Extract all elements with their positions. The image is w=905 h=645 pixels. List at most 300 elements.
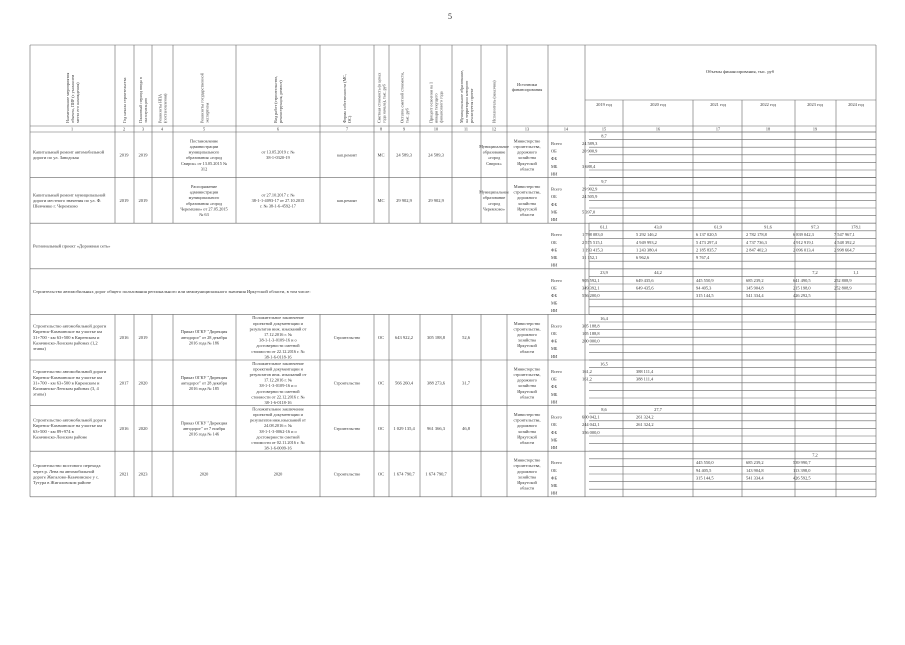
header-c10: финансового года: [438, 91, 444, 123]
object2-2-expertise: 38-1-1-3-0109-16 и о: [259, 383, 297, 389]
header-financing: Объемы финансирования, тыс. руб: [705, 69, 775, 74]
object2-1-exec: строительства,: [513, 326, 541, 332]
header-c7: Форма собственности (МС,: [342, 73, 348, 123]
regional-source: ОБ: [551, 239, 557, 245]
object-1-mo: Свирск»: [486, 160, 502, 166]
regional-value: 6 137 020,5: [696, 232, 717, 238]
construction-value: 215 198,0: [793, 285, 811, 291]
object2-3-expertise: Положительное заключение: [252, 406, 304, 412]
object2-2-rest: 388 273,6: [427, 380, 445, 386]
object2-3-source: МБ: [551, 437, 558, 443]
object2-1-name: 31+700 - км 63+500 в Киренском и: [33, 334, 100, 340]
regional-value: 4 548 392,2: [834, 239, 855, 245]
object2-4-source: МБ: [551, 483, 558, 488]
object-2-source: Всего: [551, 186, 562, 192]
object-2-end: 2019: [138, 198, 148, 203]
object2-1-name: Строительство автомобильной дороги: [33, 323, 107, 329]
header-c4: (постановления): [162, 93, 168, 123]
header-c13: финансирования: [511, 87, 543, 92]
object2-2-expertise: Положительное заключение: [252, 360, 304, 366]
object2-1-pct-total: 52,6: [462, 334, 470, 340]
construction-source: Всего: [551, 277, 562, 283]
object-1-pct: 8,7: [601, 133, 607, 139]
col-number: 3: [141, 126, 145, 132]
object2-3-source: ОБ: [551, 422, 557, 428]
object2-4-value: 539 990,7: [793, 460, 811, 466]
object2-1-pct: 16,4: [600, 315, 608, 321]
object-1-source: ИИ: [551, 171, 558, 177]
regional-value: 2 782 178,8: [746, 232, 767, 238]
header-c12: Исполнитель (заказчик): [491, 80, 497, 123]
object2-2-source: МБ: [551, 391, 558, 397]
object2-3-name: Казачинско-Ленском районе: [33, 434, 88, 440]
header-c11: на территории которого: [464, 80, 469, 123]
header-c9: тыс. руб: [404, 108, 410, 123]
construction-pct: 23,9: [600, 270, 608, 276]
regional-value: 1 193 415,3: [582, 247, 603, 253]
object-2-npa: Распоряжение: [190, 184, 218, 189]
regional-value: 5 473 297,4: [696, 239, 717, 245]
regional-value: 2 185 835,7: [696, 247, 717, 253]
object-1-end: 2019: [138, 152, 148, 158]
regional-value: 1 798 083,0: [582, 232, 603, 238]
regional-value: 5 292 146,2: [636, 232, 657, 238]
header-c5: экспертизы: [204, 102, 210, 123]
header-c1: Наименование мероприятия: [65, 72, 71, 123]
object2-2-value: 388 111,4: [636, 376, 654, 382]
object2-3-pct-total: 46,8: [462, 426, 470, 431]
construction-pct: 1,1: [853, 270, 859, 276]
object2-2-expertise: 38-1-6-0118-16: [264, 400, 292, 405]
object2-4-value: 541 334,4: [746, 475, 764, 481]
object2-3-pct: 27,7: [654, 407, 662, 412]
object2-3-expertise: 38-1-1-3-0062-16 и о: [259, 428, 297, 434]
object-2-exec: дорожного: [517, 195, 537, 201]
object2-4-exec: Министерство: [513, 457, 541, 463]
construction-value: 541 334,4: [746, 293, 764, 298]
object2-2-exec: Иркутской: [517, 388, 537, 394]
object-2-value: 5 397,0: [582, 209, 596, 215]
object2-2-name: Строительство автомобильной дороги: [33, 369, 107, 375]
object2-2-value: 161,2: [582, 376, 592, 382]
object2-3-value: 600 042,1: [582, 414, 600, 420]
object2-3-start: 2016: [119, 426, 129, 431]
object2-4-source: ФБ: [551, 475, 557, 481]
object2-1-expertise: 17.12.2016 г. №: [264, 332, 292, 337]
header-c6: реконструкция, ремонт): [277, 80, 283, 123]
object2-3-name: Строительство автомобильной дороги: [33, 417, 107, 423]
regional-source: ИИ: [551, 262, 558, 268]
object2-4-source: ОБ: [551, 467, 557, 473]
object-1-mo: «город: [487, 155, 501, 161]
col-number: 2: [122, 126, 126, 132]
object-1-value: 3 688,4: [582, 163, 596, 169]
col-number: 1: [70, 126, 74, 132]
object2-4-npa: 2020: [199, 471, 209, 477]
object2-1-npa: 2016 года № 186: [188, 340, 220, 346]
object-1-exec: хозяйства: [518, 155, 536, 161]
col-number: 12: [491, 126, 497, 132]
object-2-pct: 9,7: [601, 179, 607, 184]
regional-pct: 91,6: [764, 224, 772, 230]
object2-1-cost: 643 922,2: [395, 334, 413, 340]
object2-3-npa: 2016 года № 146: [188, 431, 220, 437]
object-2-work: кап.ремонт: [337, 198, 357, 203]
object-2-mo: образование: [482, 195, 506, 201]
object-1-exec: Иркутской: [517, 160, 537, 166]
object2-2-source: ИИ: [551, 399, 558, 405]
object2-2-start: 2017: [119, 380, 129, 386]
header-year: 2019 год: [596, 102, 612, 107]
object-1-source: МБ: [551, 163, 558, 169]
object-1-source: ОБ: [551, 148, 557, 154]
construction-value: 426 292,5: [793, 293, 811, 298]
object-1-own: МС: [377, 152, 385, 158]
object-2-exec: строительства,: [513, 189, 541, 195]
object2-2-value: 161,2: [582, 369, 592, 374]
header-c7: ОС): [346, 115, 352, 123]
object2-3-source: ИИ: [551, 445, 558, 450]
regional-pct: 97,3: [811, 224, 819, 230]
object-2-npa: администрации: [189, 189, 219, 195]
construction-value: 94 405,3: [696, 285, 712, 291]
object-1-cost: 24 589,3: [396, 152, 412, 158]
object2-4-exec: области: [519, 485, 535, 491]
construction-value: 252 808,9: [834, 277, 852, 283]
object2-4-exec: строительства,: [513, 463, 541, 469]
header-c3: Плановый период ввода в: [138, 77, 144, 123]
construction-value: 649 435,6: [636, 285, 654, 291]
object2-1-expertise: проектной документации и: [253, 320, 303, 326]
regional-value: 31 152,1: [582, 255, 598, 260]
object2-3-exec: хозяйства: [518, 428, 536, 434]
object2-4-exec: хозяйства: [518, 474, 536, 480]
object2-1-work: Строительство: [333, 334, 361, 340]
col-number: 17: [715, 126, 721, 132]
regional-value: 4 949 993,2: [636, 239, 657, 245]
object2-2-name: 31+700 - км 63+500 в Киренском и: [33, 380, 100, 386]
construction-value: 252 808,9: [834, 285, 852, 291]
regional-value: 2 847 402,3: [746, 247, 767, 253]
col-number: 5: [202, 126, 206, 132]
object-1-exec: дорожного: [517, 149, 537, 155]
object-2-mo: Черемхово»: [483, 206, 505, 212]
col-number: 18: [765, 126, 771, 132]
construction-value: 641 490,5: [793, 277, 811, 283]
construction-source: МБ: [551, 300, 558, 306]
object2-4-end: 2023: [138, 471, 148, 477]
object2-2-name: Казачинско-Ленском районах (3, 4: [33, 386, 99, 391]
object2-1-source: МБ: [551, 346, 558, 352]
object2-4-start: 2021: [119, 471, 129, 477]
regional-value: 4 737 736,3: [746, 239, 767, 245]
object2-2-exec: строительства,: [513, 372, 541, 377]
object2-1-expertise: достоверности сметной: [256, 343, 300, 349]
object2-4-source: Всего: [551, 460, 562, 466]
object2-3-value: 356 000,0: [582, 429, 600, 435]
object2-3-end: 2020: [138, 426, 148, 431]
object2-1-expertise: стоимости от 22.12.2016 г. №: [251, 348, 305, 354]
object-1-npa: муниципального: [188, 149, 220, 155]
construction-value: 649 435,6: [636, 277, 654, 283]
regional-value: 1 243 380,4: [636, 247, 657, 253]
object2-1-exec: Министерство: [513, 320, 541, 326]
object-2-npa: № 63: [199, 212, 209, 217]
object2-4-expertise: 2020: [273, 471, 283, 477]
col-number: 9: [402, 126, 406, 132]
object-2-npa: Черемхово» от 27.05.2015: [180, 206, 228, 212]
object2-1-name: этапы): [33, 346, 46, 351]
regional-value: 2 575 515,1: [582, 239, 603, 245]
object2-1-source: ОБ: [551, 331, 557, 336]
object2-3-value: 261 324,2: [636, 422, 654, 428]
construction-value: 445 550,9: [696, 277, 714, 283]
object2-1-exec: дорожного: [517, 332, 537, 337]
object2-2-exec: Министерство: [513, 366, 541, 372]
object2-3-npa: Приказ ОГКУ "Дирекция: [180, 420, 228, 426]
object2-4-value: 94 405,5: [696, 467, 712, 473]
object-2-name: Капитальный ремонт муниципальной: [33, 192, 106, 198]
object2-4-exec: Иркутской: [517, 480, 537, 485]
object2-2-cost: 566 260,4: [395, 380, 413, 386]
object2-3-expertise: достоверности сметной: [256, 434, 300, 440]
object2-1-value: 200 000,0: [582, 338, 600, 344]
header-year: 2022 год: [760, 102, 776, 107]
object2-3-work: Строительство: [333, 426, 361, 431]
object2-1-rest: 305 188,8: [427, 334, 445, 340]
object2-1-expertise: 38-1-6-0118-16: [264, 354, 292, 360]
header-c1: объекта, ПИР (с указанием: [70, 74, 75, 123]
regional-value: 2 998 664,7: [834, 247, 855, 253]
object2-3-exec: строительства,: [513, 417, 541, 423]
object-2-own: МС: [377, 198, 385, 203]
regional-source: Всего: [551, 232, 562, 238]
regional-value: 4 912 919,1: [793, 239, 814, 245]
object2-1-own: ОС: [377, 334, 385, 340]
object2-2-npa: Приказ ОГКУ "Дирекция: [180, 374, 228, 380]
construction-pct: 44,2: [654, 270, 662, 276]
object-1-npa: образования «город: [185, 155, 223, 161]
col-number: 11: [463, 126, 469, 132]
header-year: 2023 год: [807, 102, 823, 107]
object2-2-exec: области: [519, 394, 535, 400]
object2-1-exec: области: [519, 348, 535, 354]
regional-value: 2 096 013,4: [793, 247, 814, 253]
col-number: 4: [160, 126, 164, 132]
object-2-exec: хозяйства: [518, 200, 536, 206]
construction-value: 685 239,2: [746, 277, 764, 283]
object-2-start: 2019: [119, 198, 129, 203]
object2-4-name: дороге Жигалово-Казачинское у с.: [33, 474, 100, 480]
object-2-source: ФБ: [551, 201, 557, 207]
regional-pct: 61,9: [714, 224, 722, 230]
object2-2-expertise: достоверности сметной: [256, 388, 300, 394]
object2-4-pct: 7,2: [812, 452, 818, 458]
object2-4-value: 426 592,5: [793, 475, 811, 481]
object-1-mo: Муниципальное: [479, 144, 509, 149]
object2-4-own: ОС: [377, 471, 385, 477]
col-number: 15: [601, 126, 607, 132]
object2-2-value: 388 111,4: [636, 369, 654, 374]
object2-2-npa: автодорог" от 28 декабря: [181, 380, 227, 386]
object2-1-source: Всего: [551, 323, 562, 329]
col-number: 14: [563, 126, 569, 132]
object2-3-source: ФБ: [551, 429, 557, 435]
construction-source: ИИ: [551, 308, 558, 314]
header-year: 2020 год: [650, 102, 666, 107]
regional-label: Региональный проект «Дорожная сеть»: [33, 243, 111, 249]
regional-value: 6 962,6: [636, 255, 650, 260]
object-1-mo: образование: [482, 149, 506, 155]
object2-3-name: Киренск-Казачинское на участке км: [33, 423, 102, 429]
object-2-source: ИИ: [551, 217, 558, 222]
regional-value: 7 547 967,1: [834, 232, 855, 238]
object2-4-work: Строительство: [333, 471, 361, 477]
object-1-source: Всего: [551, 141, 562, 146]
object-1-exec: Министерство: [513, 138, 541, 144]
object-1-npa: Постановление: [189, 138, 219, 144]
object-2-source: МБ: [551, 209, 558, 215]
object2-2-work: Строительство: [333, 380, 361, 386]
construction-value: 905 592,1: [582, 277, 600, 283]
object2-3-exec: дорожного: [517, 423, 537, 429]
object2-2-exec: хозяйства: [518, 383, 536, 389]
header-c1: места его нахождения): [74, 82, 80, 123]
object2-3-expertise: проектной документации и: [253, 412, 303, 417]
object-1-value: 20 900,9: [582, 148, 598, 154]
object2-4-name: через р. Лена на автомобильной: [33, 468, 95, 474]
object2-4-value: 445 550,0: [696, 460, 714, 466]
header-c9: Остаток сметной стоимости,: [399, 71, 405, 123]
regional-value: 6 839 042,3: [793, 232, 814, 238]
object2-2-name: Киренск-Казачинское на участке км: [33, 374, 102, 380]
object2-2-pct: 16,5: [600, 361, 608, 367]
object2-4-value: 113 398,0: [793, 467, 811, 473]
object2-3-rest: 961 366,3: [427, 426, 445, 431]
object2-2-npa: 2016 года № 185: [188, 386, 220, 391]
object2-3-exec: области: [519, 440, 535, 445]
header-c8: года начала), тыс. руб: [381, 84, 387, 123]
object2-3-expertise: 38-1-6-0009-16: [264, 445, 292, 451]
col-number: 10: [433, 126, 439, 132]
construction-source: ФБ: [551, 293, 557, 298]
object2-3-npa: автодорог" от 7 ноября: [183, 426, 225, 431]
object-2-expertise: 38-1-1-4093-17 от 27.10.2015: [251, 198, 305, 203]
object2-1-source: ИИ: [551, 353, 558, 359]
object2-3-expertise: 24.08.2016 г. №: [264, 423, 292, 429]
header-c11: Муниципальное образование,: [459, 69, 465, 123]
object2-3-value: 261 324,2: [636, 414, 654, 420]
header-c6: Вид работ (строительство,: [273, 75, 279, 123]
object2-4-source: ИИ: [551, 490, 558, 496]
object-1-exec: области: [519, 166, 535, 172]
page-number: 5: [448, 12, 452, 21]
header-c13: Источники: [516, 82, 538, 87]
object2-3-name: 63+500 - км 89+974 в: [33, 428, 74, 434]
regional-value: 9 767,4: [696, 255, 710, 260]
object2-4-value: 685 239,2: [746, 460, 764, 466]
object2-1-expertise: результатов инж. изысканий от: [249, 326, 307, 332]
object-1-rest: 24 589,3: [428, 152, 444, 158]
header-c5: Реквизиты государственной: [199, 73, 205, 123]
object-1-npa: Свирск» от 13.05.2015 №: [180, 160, 228, 166]
object2-2-pct-total: 31,7: [462, 380, 470, 386]
object2-3-value: 244 042,1: [582, 422, 600, 428]
object2-1-end: 2019: [138, 334, 148, 340]
object-2-value: 24 505,9: [582, 194, 598, 200]
col-number: 6: [276, 126, 280, 132]
object2-1-value: 305 188,8: [582, 323, 600, 329]
object-2-rest: 29 902,9: [428, 198, 444, 203]
construction-pct: 7,2: [812, 270, 818, 276]
object-2-expertise: от 27.10.2017 г. №: [261, 192, 295, 198]
object-1-source: ФБ: [551, 156, 557, 162]
object2-1-source: ФБ: [551, 338, 557, 344]
object2-2-expertise: 17.12.2016 г. №: [264, 377, 292, 383]
object2-1-npa: автодорог" от 28 декабря: [181, 334, 227, 340]
object2-3-expertise: результатов инж.изысканий от: [250, 417, 306, 423]
object2-4-name: Строительство мостового перехода: [33, 463, 101, 469]
col-number: 16: [655, 126, 661, 132]
object-2-name: дороги местного значения по ул. Ф.: [33, 198, 102, 203]
object2-1-npa: Приказ ОГКУ "Дирекция: [180, 329, 228, 335]
object2-4-value: 143 904,8: [746, 467, 764, 473]
construction-value: 145 904,8: [746, 285, 764, 291]
header-year: 2024 год: [848, 102, 864, 107]
header-c10: Процент освоения на 1: [428, 81, 434, 123]
object2-3-exec: Иркутской: [517, 434, 537, 440]
object2-4-rest: 1 674 790,7: [425, 471, 447, 477]
object2-1-exec: Иркутской: [517, 343, 537, 349]
object2-1-name: Киренск-Казачинское на участке км: [33, 329, 102, 335]
construction-source: ОБ: [551, 285, 557, 291]
object-1-npa: администрации: [189, 144, 219, 149]
object-2-mo: Муниципальное: [479, 189, 509, 195]
object-1-expertise: 38-1-0320-19: [266, 155, 290, 161]
object2-2-expertise: проектной документации и: [253, 366, 303, 372]
header-c4: Реквизиты НПА: [157, 93, 163, 123]
object2-4-exec: дорожного: [517, 468, 537, 474]
object2-1-expertise: Положительное заключение: [252, 315, 304, 321]
object2-2-source: Всего: [551, 369, 562, 374]
object-2-expertise: г. № 38-1-6-4592-17: [260, 203, 296, 209]
header-year: 2021 год: [710, 102, 726, 107]
regional-source: МБ: [551, 255, 558, 260]
regional-pct: 61,1: [600, 224, 608, 230]
object2-2-source: ОБ: [551, 376, 557, 382]
object2-3-source: Всего: [551, 414, 562, 420]
object2-4-value: 315 144,5: [696, 475, 714, 481]
object-1-work: кап.ремонт: [337, 152, 357, 158]
object2-2-exec: дорожного: [517, 377, 537, 383]
construction-value: 315 144,5: [696, 293, 714, 298]
object-2-exec: Иркутской: [517, 206, 537, 212]
object2-2-expertise: стоимости от 22.12.2016 г. №: [251, 394, 305, 400]
object2-3-expertise: стоимости от 02.11.2016 г. №: [251, 440, 305, 445]
col-number: 13: [524, 126, 530, 132]
object2-3-own: ОС: [377, 426, 385, 431]
regional-source: ФБ: [551, 247, 557, 253]
object2-1-value: 105 188,8: [582, 331, 600, 336]
header-c2: Год начала строительства: [122, 77, 127, 123]
object-1-exec: строительства,: [513, 144, 541, 149]
regional-pct: 43,0: [654, 224, 662, 230]
object-2-exec: Министерство: [513, 184, 541, 189]
object2-2-end: 2020: [138, 380, 148, 386]
object2-4-cost: 1 674 790,7: [393, 471, 415, 477]
object-2-source: ОБ: [551, 194, 557, 200]
object2-2-expertise: результатов инж. изысканий от: [249, 372, 307, 377]
